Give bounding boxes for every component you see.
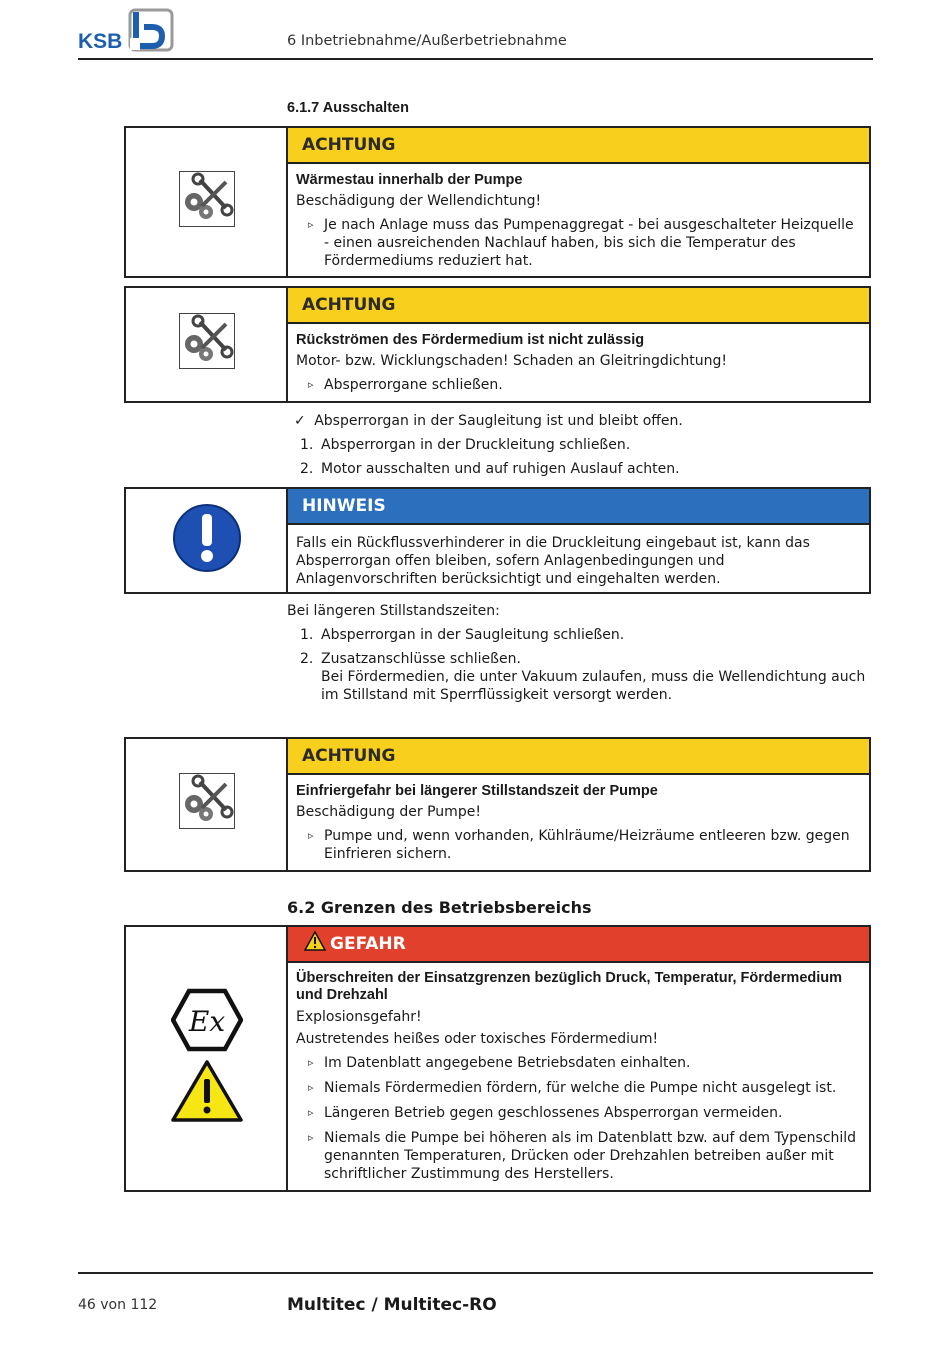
achtung-box-1 (124, 126, 871, 278)
exclamation-circle-icon (172, 503, 242, 577)
svg-text:Ex: Ex (188, 1005, 226, 1038)
gefahr-box (124, 925, 871, 1192)
signal-word-gefahr: GEFAHR (288, 927, 869, 963)
signal-word-hinweis: HINWEIS (288, 489, 869, 525)
list-item: 2. Zusatzanschlüsse schließen. Bei Fördermedien, die unter Vakuum zulaufen, muss die Wellendichtung auch im Stillstand mit Sperrflüssigkeit versorgt werden. (300, 651, 866, 703)
measure-item: ▹ Niemals Fördermedien fördern, für welche die Pumpe nicht ausgelegt ist. (296, 1079, 863, 1097)
list-item: 1. Absperrorgan in der Saugleitung schließen. (300, 627, 625, 643)
hinweis-text: Falls ein Rückflussverhinderer in die Druckleitung eingebaut ist, kann das Absperrorgan offen bleiben, sofern Anlagenbedingungen und Anlagenvorschriften berücksichtigt und eingehalten werden. (296, 535, 810, 587)
signal-word-achtung: ACHTUNG (288, 288, 869, 324)
measure-item: ▹ Längeren Betrieb gegen geschlossenes Absperrorgan vermeiden. (296, 1104, 863, 1122)
list-item: 1. Absperrorgan in der Druckleitung schließen. (300, 437, 631, 453)
achtung-box-2 (124, 286, 871, 403)
hazard-text: Wärmestau innerhalb der Pumpe (296, 172, 523, 188)
consequence-text: Beschädigung der Wellendichtung! (296, 193, 542, 209)
consequence-text: Explosionsgefahr! (296, 1009, 422, 1025)
signal-word-achtung: ACHTUNG (288, 739, 869, 775)
intro-text: Bei längeren Stillstandszeiten: (287, 603, 500, 619)
tools-gear-icon (179, 313, 235, 369)
section-title-617: 6.1.7 Ausschalten (287, 100, 409, 116)
measure-item: ▹ Im Datenblatt angegebene Betriebsdaten einhalten. (296, 1054, 863, 1072)
ex-hexagon-icon (171, 988, 243, 1056)
header-divider (78, 58, 873, 60)
svg-text:KSB: KSB (78, 30, 123, 53)
consequence-text: Beschädigung der Pumpe! (296, 804, 481, 820)
footer-divider (78, 1272, 873, 1274)
hazard-text: Einfriergefahr bei längerer Stillstandszeit der Pumpe (296, 783, 658, 799)
warning-triangle-icon (171, 1059, 243, 1127)
steps-list-1 (300, 436, 881, 484)
measure-item: ▹ Pumpe und, wenn vorhanden, Kühlräume/Heizräume entleeren bzw. gegen Einfrieren sichern. (296, 827, 863, 863)
steps-list-2 (300, 626, 881, 710)
hazard-text: Rückströmen des Fördermedium ist nicht zulässig (296, 332, 645, 348)
page-number: 46 von 112 (78, 1297, 158, 1313)
tools-gear-icon (179, 773, 235, 829)
ksb-logo (78, 8, 178, 54)
hazard-text: Überschreiten der Einsatzgrenzen bezüglich Druck, Temperatur, Fördermedium und Drehzahl (296, 970, 843, 1003)
precondition-text: Absperrorgan in der Saugleitung ist und bleibt offen. (314, 413, 683, 429)
list-item: 2. Motor ausschalten und auf ruhigen Auslauf achten. (300, 461, 680, 477)
measure-item: ▹ Absperrorgane schließen. (296, 376, 863, 394)
consequence-text: Motor- bzw. Wicklungschaden! Schaden an Gleitringdichtung! (296, 353, 727, 369)
precondition (294, 412, 683, 430)
tools-gear-icon (179, 171, 235, 227)
measure-item: ▹ Niemals die Pumpe bei höheren als im Datenblatt bzw. auf dem Typenschild genannten Temperaturen, Drücken oder Drehzahlen betreiben außer mit schriftlicher Zustimmung des Herstellers. (296, 1129, 863, 1183)
chapter-title: 6 Inbetriebnahme/Außerbetriebnahme (287, 33, 567, 49)
consequence-text: Austretendes heißes oder toxisches Fördermedium! (296, 1031, 659, 1047)
check-icon: ✓ (294, 413, 306, 429)
product-name: Multitec / Multitec-RO (287, 1295, 497, 1315)
section-title-62: 6.2 Grenzen des Betriebsbereichs (287, 898, 592, 917)
measure-item: ▹ Je nach Anlage muss das Pumpenaggregat - bei ausgeschalteter Heizquelle - einen ausreichenden Nachlauf haben, bis sich die Temperatur des Fördermediums reduziert hat. (296, 216, 863, 270)
hinweis-box (124, 487, 871, 594)
achtung-box-3 (124, 737, 871, 872)
signal-word-achtung: ACHTUNG (288, 128, 869, 164)
warning-triangle-icon (304, 931, 326, 951)
